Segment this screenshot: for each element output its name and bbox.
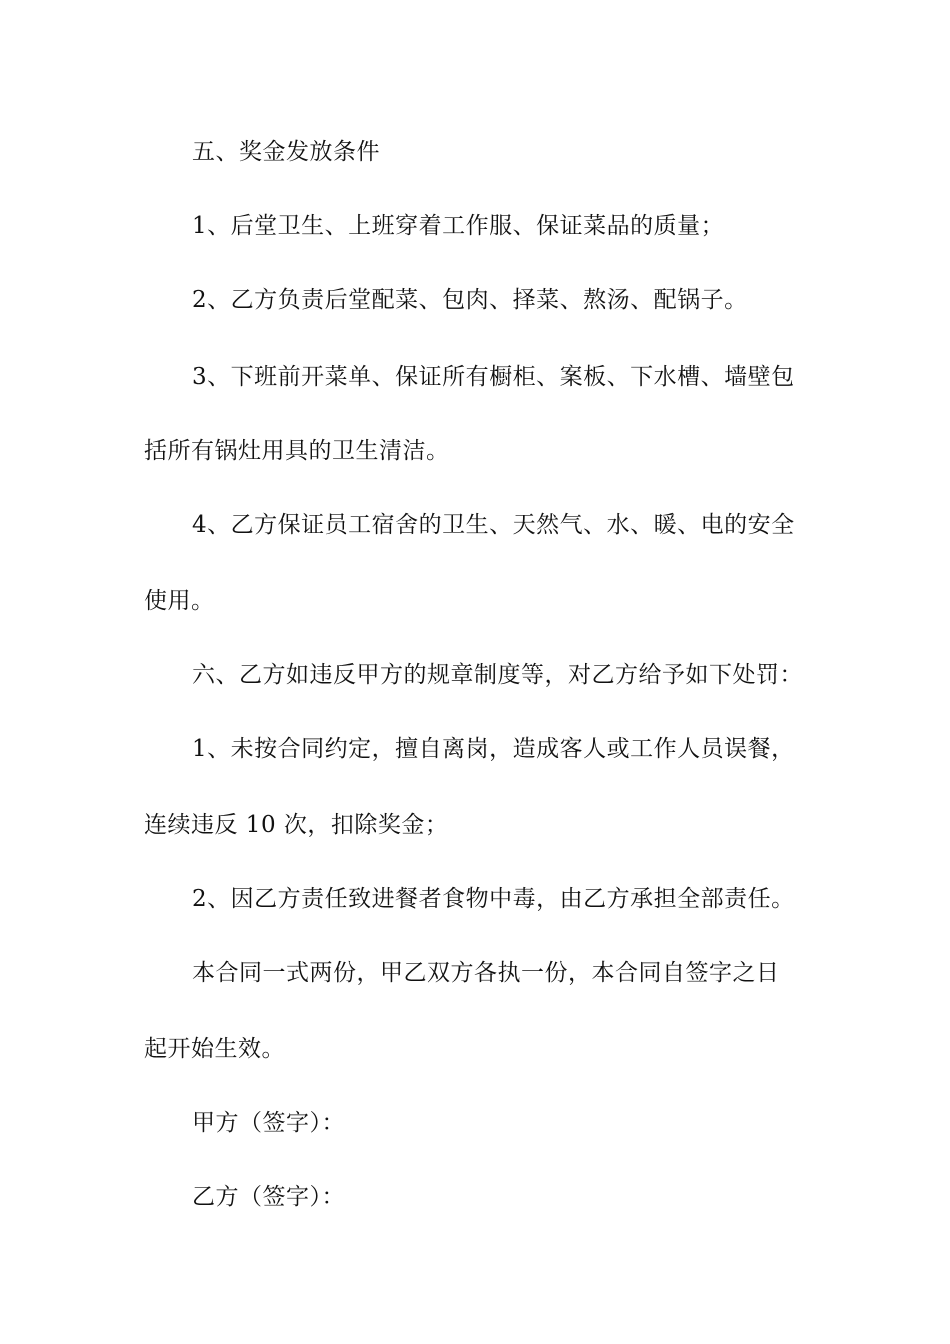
paragraph-5-2: 2、乙方负责后堂配菜、包肉、择菜、熬汤、配锅子。 (192, 287, 748, 313)
paragraph-5-1: 1、后堂卫生、上班穿着工作服、保证菜品的质量； (192, 213, 725, 239)
paragraph-5-4-line2: 使用。 (144, 588, 215, 614)
section-heading-6: 六、乙方如违反甲方的规章制度等，对乙方给予如下处罚： (192, 662, 803, 688)
paragraph-6-1-line1: 1、未按合同约定，擅自离岗，造成客人或工作人员误餐， (192, 736, 795, 762)
party-b-signature: 乙方（签字）： (192, 1184, 345, 1210)
closing-line1: 本合同一式两份，甲乙双方各执一份，本合同自签字之日 (192, 960, 780, 986)
paragraph-5-3-line2: 括所有锅灶用具的卫生清洁。 (144, 438, 450, 464)
paragraph-6-2: 2、因乙方责任致进餐者食物中毒，由乙方承担全部责任。 (192, 886, 795, 912)
party-a-signature: 甲方（签字）： (192, 1110, 345, 1136)
paragraph-5-4-line1: 4、乙方保证员工宿舍的卫生、天然气、水、暖、电的安全 (192, 512, 795, 538)
closing-line2: 起开始生效。 (144, 1036, 285, 1062)
paragraph-5-3-line1: 3、下班前开菜单、保证所有橱柜、案板、下水槽、墙壁包 (192, 364, 795, 390)
paragraph-6-1-line2: 连续违反 10 次，扣除奖金； (144, 812, 449, 838)
section-heading-5: 五、奖金发放条件 (192, 139, 380, 165)
